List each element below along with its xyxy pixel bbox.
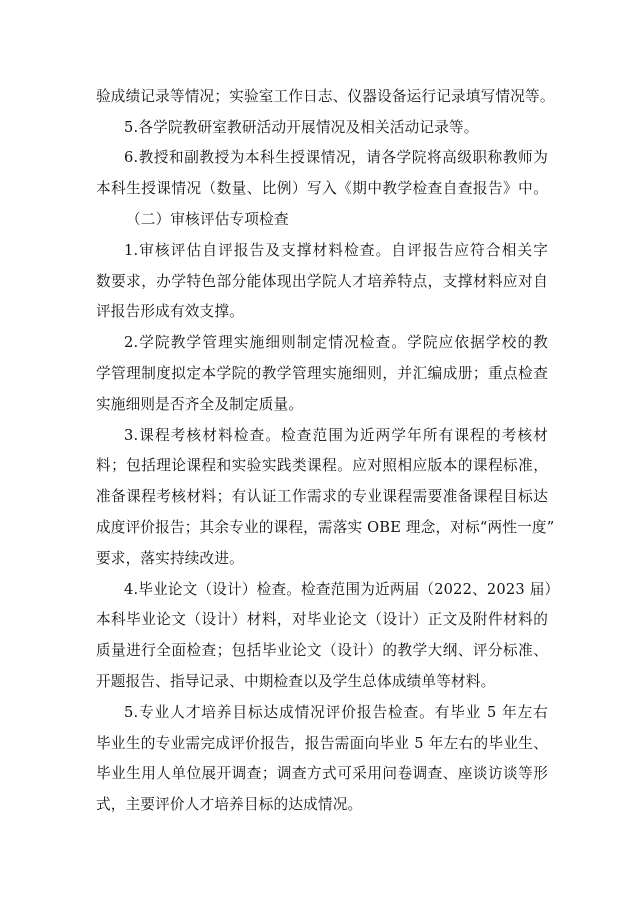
text-line: 2.学院教学管理实施细则制定情况检查。学院应依据学校的教 [124, 334, 548, 351]
text-line: 评报告形成有效支撑。 [96, 303, 244, 320]
text-line: 要求，落实持续改进。 [96, 550, 244, 567]
text-line: 6.教授和副教授为本科生授课情况，请各学院将高级职称教师为 [124, 149, 548, 166]
text-line: 质量进行全面检查；包括毕业论文（设计）的教学大纲、评分标准、 [96, 642, 548, 659]
text-line: 本科生授课情况（数量、比例）写入《期中教学检查自查报告》中。 [96, 180, 548, 197]
text-line: 毕业生的专业需完成评价报告，报告需面向毕业 5 年左右的毕业生、 [96, 735, 548, 752]
text-line: 料；包括理论课程和实验实践类课程。应对照相应版本的课程标准， [96, 457, 548, 474]
text-line: 数要求，办学特色部分能体现出学院人才培养特点，支撑材料应对自 [96, 273, 548, 290]
text-line: 准备课程考核材料；有认证工作需求的专业课程需要准备课程目标达 [96, 488, 548, 505]
text-line: 5.专业人才培养目标达成情况评价报告检查。有毕业 5 年左右 [124, 704, 548, 721]
text-line: 成度评价报告；其余专业的课程，需落实 OBE 理念，对标“两性一度” [96, 519, 555, 536]
text-line: 毕业生用人单位展开调查；调查方式可采用问卷调查、座谈访谈等形 [96, 765, 548, 782]
text-line: 学管理制度拟定本学院的教学管理实施细则，并汇编成册；重点检查 [96, 365, 548, 382]
text-line: 3.课程考核材料检查。检查范围为近两学年所有课程的考核材 [124, 427, 548, 444]
text-line: 本科毕业论文（设计）材料，对毕业论文（设计）正文及附件材料的 [96, 611, 548, 628]
text-line: 验成绩记录等情况；实验室工作日志、仪器设备运行记录填写情况等。 [96, 88, 555, 105]
section-heading: （二）审核评估专项检查 [126, 211, 289, 228]
text-line: 式，主要评价人才培养目标的达成情况。 [96, 796, 363, 813]
text-line: 4.毕业论文（设计）检查。检查范围为近两届（2022、2023 届） [124, 581, 560, 598]
text-line: 实施细则是否齐全及制定质量。 [96, 396, 304, 413]
text-line: 开题报告、指导记录、中期检查以及学生总体成绩单等材料。 [96, 673, 496, 690]
text-line: 1.审核评估自评报告及支撑材料检查。自评报告应符合相关字 [124, 242, 548, 259]
text-line: 5.各学院教研室教研活动开展情况及相关活动记录等。 [124, 119, 479, 136]
